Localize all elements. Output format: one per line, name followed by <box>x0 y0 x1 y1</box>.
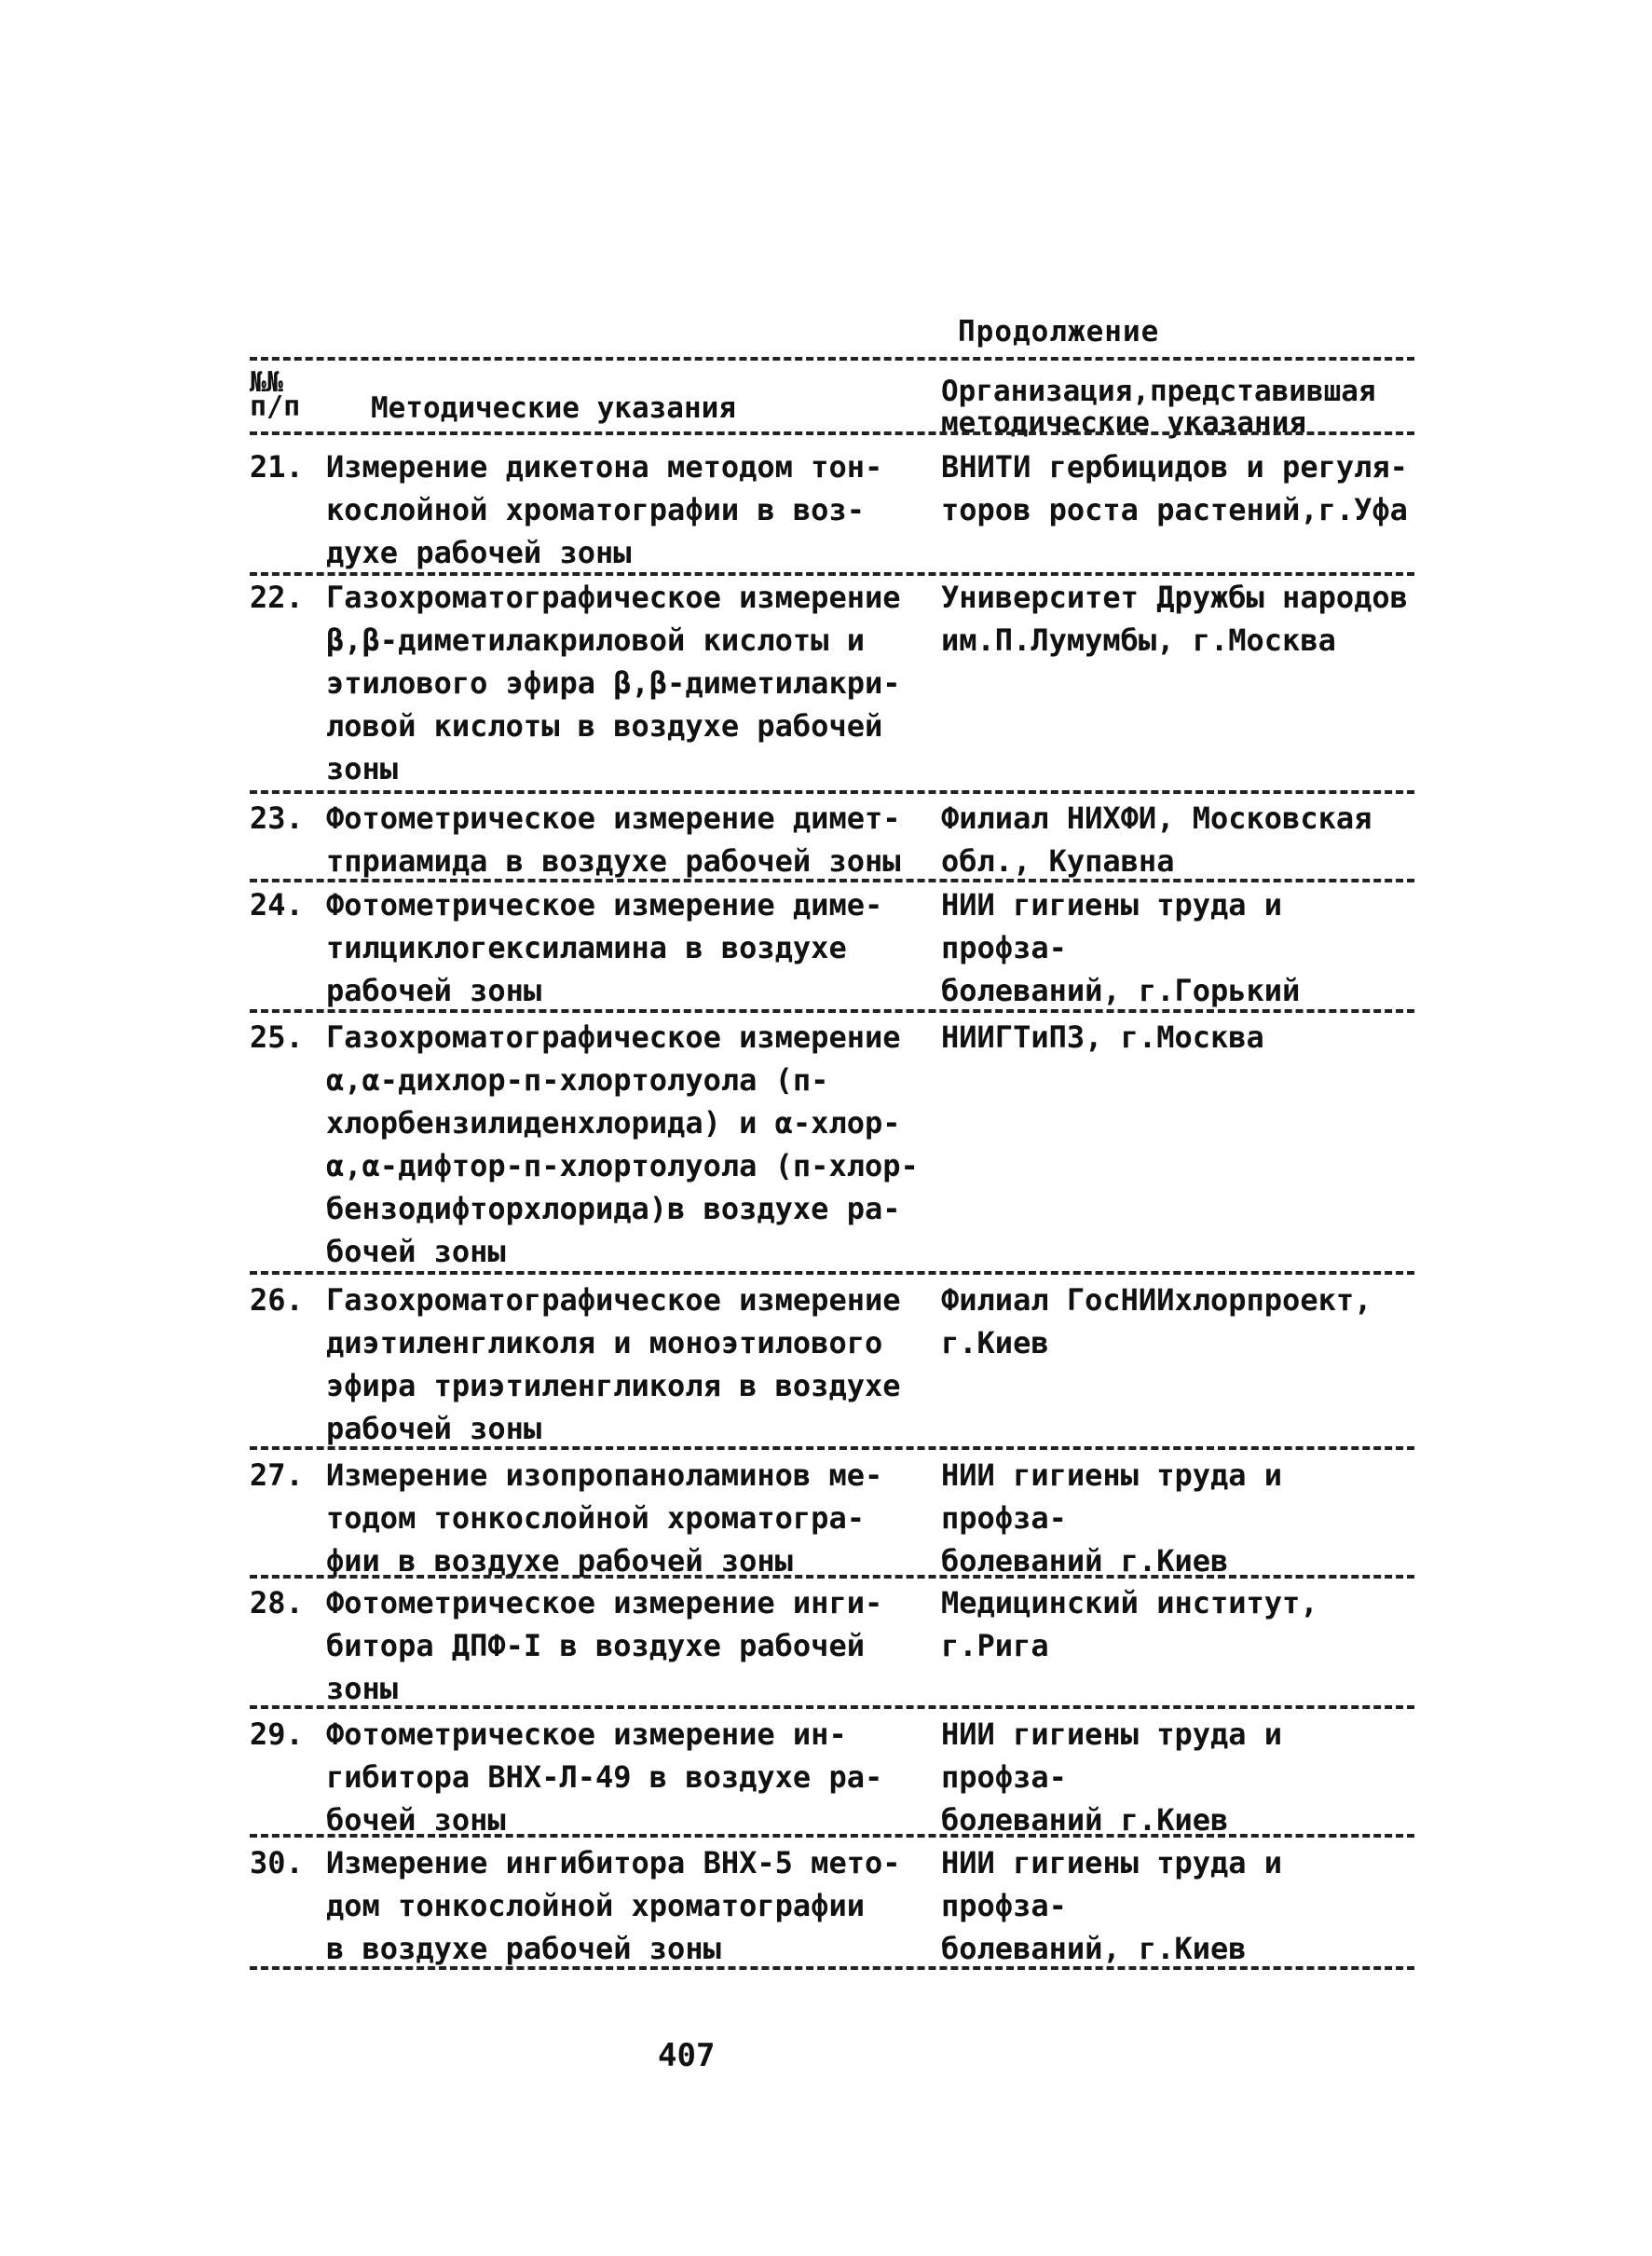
row-number: 24. <box>250 887 304 923</box>
row-method: Фотометрическое измерение диме- тилциклогексиламина в воздухе рабочей зоны <box>326 887 883 1008</box>
row-number: 23. <box>250 800 304 836</box>
row-method: Фотометрическое измерение ин- гибитора ВНХ-Л-49 в воздухе ра- бочей зоны <box>326 1716 883 1838</box>
continuation-label: Продолжение <box>958 315 1160 349</box>
row-organization: ВНИТИ гербицидов и регуля- торов роста растений,г.Уфа <box>941 449 1408 527</box>
row-method: Газохроматографическое измерение β,β-диметилакриловой кислоты и этилового эфира β,β-диметилакри- ловой кислоты в воздухе рабочей зоны <box>326 580 901 786</box>
row-organization: Филиал ГосНИИхлорпроект, г.Киев <box>941 1282 1372 1360</box>
header-method-column: Методические указания <box>371 391 736 425</box>
row-method: Измерение дикетона методом тон- кослойной хроматографии в воз- духе рабочей зоны <box>326 449 883 570</box>
row-organization: Университет Дружбы народов им.П.Лумумбы, г.Москва <box>941 580 1408 658</box>
row-number: 27. <box>250 1457 304 1493</box>
row-divider <box>250 1834 1414 1838</box>
row-divider <box>250 1009 1414 1013</box>
page-number: 407 <box>658 2037 716 2074</box>
row-number: 29. <box>250 1716 304 1752</box>
row-organization: Филиал НИХФИ, Московская обл., Купавна <box>941 800 1372 879</box>
row-organization: НИИ гигиены труда и профза- болеваний г.Киев <box>941 1716 1283 1838</box>
row-method: Измерение изопропаноламинов ме- тодом тонкослойной хроматогра- фии в воздухе рабочей зоны <box>326 1457 883 1579</box>
row-number: 28. <box>250 1585 304 1620</box>
row-divider <box>250 879 1414 882</box>
row-divider <box>250 1446 1414 1450</box>
row-organization: Медицинский институт, г.Рига <box>941 1585 1318 1663</box>
row-divider <box>250 1575 1414 1579</box>
header-number-column: №№ п/п <box>250 366 301 423</box>
row-divider <box>250 1705 1414 1709</box>
row-divider <box>250 1271 1414 1275</box>
table-top-rule <box>250 357 1414 361</box>
row-method: Фотометрическое измерение инги- битора ДПФ-I в воздухе рабочей зоны <box>326 1585 883 1706</box>
header-organization-column: Организация,представившая методические указания <box>941 375 1376 440</box>
row-method: Газохроматографическое измерение диэтиленгликоля и моноэтилового эфира триэтиленгликоля в воздухе рабочей зоны <box>326 1282 901 1446</box>
row-organization: НИИ гигиены труда и профза- болеваний, г.Горький <box>941 887 1301 1008</box>
table-bottom-rule <box>250 1966 1414 1970</box>
row-organization: НИИ гигиены труда и профза- болеваний, г.Киев <box>941 1845 1283 1966</box>
row-number: 25. <box>250 1019 304 1055</box>
row-organization: НИИ гигиены труда и профза- болеваний г.Киев <box>941 1457 1283 1579</box>
row-number: 22. <box>250 580 304 615</box>
row-method: Газохроматографическое измерение α,α-дихлор-п-хлортолуола (п- хлорбензилиденхлорида) и α-хлор- α,α-дифтор-п-хлортолуола (п-хлор- бензодифторхлорида)в воздухе ра- бочей зоны <box>326 1019 919 1269</box>
row-number: 21. <box>250 449 304 485</box>
row-method: Фотометрическое измерение димет- тприамида в воздухе рабочей зоны <box>326 800 901 879</box>
row-divider <box>250 790 1414 794</box>
header-rule <box>250 431 1414 435</box>
row-method: Измерение ингибитора ВНХ-5 мето- дом тонкослойной хроматографии в воздухе рабочей зоны <box>326 1845 901 1966</box>
row-organization: НИИГТиПЗ, г.Москва <box>941 1019 1264 1055</box>
row-number: 30. <box>250 1845 304 1880</box>
row-number: 26. <box>250 1282 304 1318</box>
